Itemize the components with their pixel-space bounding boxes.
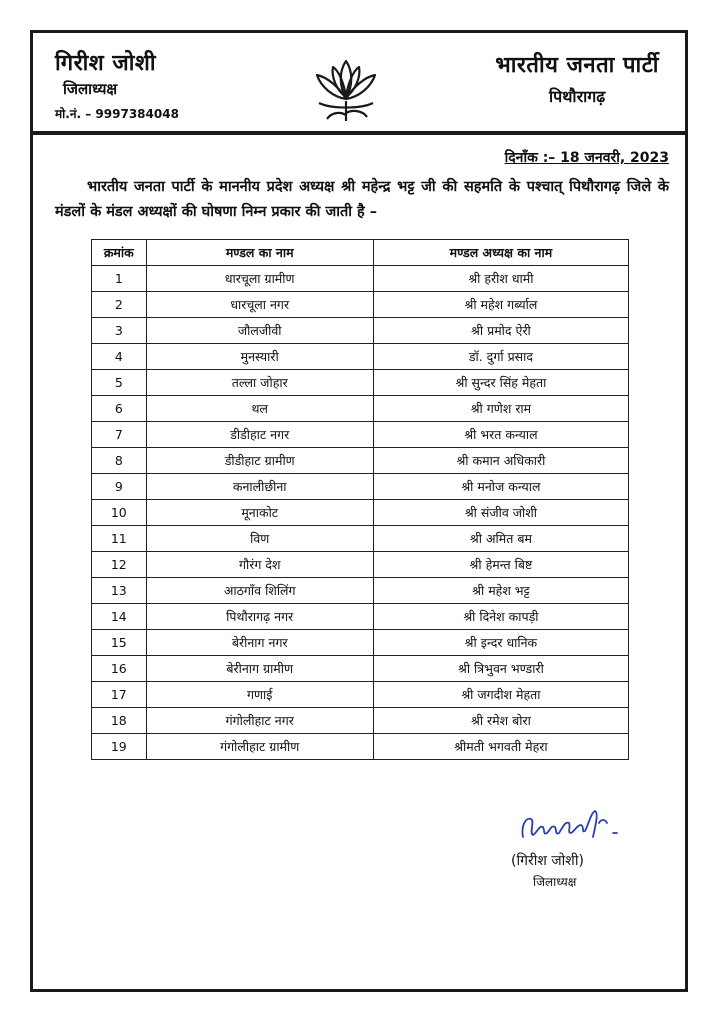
row-mandal-name: गंगोलीहाट ग्रामीण [146, 734, 373, 760]
header-mandal: मण्डल का नाम [146, 240, 373, 266]
table-row [92, 578, 629, 604]
row-mandal-name: जौलजीवी [146, 318, 373, 344]
row-president-name: श्री हेमन्त बिष्ट [373, 552, 628, 578]
row-mandal-name: आठगाँव शिलिंग [146, 578, 373, 604]
row-mandal-name: तल्ला जोहार [146, 370, 373, 396]
row-president-name: श्री संजीव जोशी [373, 500, 628, 526]
row-president-name: श्री दिनेश कापड़ी [373, 604, 628, 630]
row-president-name: श्री सुन्दर सिंह मेहता [373, 370, 628, 396]
table-row [92, 318, 629, 344]
row-mandal-name: डीडीहाट नगर [146, 422, 373, 448]
row-mandal-name: कनालीछीना [146, 474, 373, 500]
row-president-name: श्री इन्दर धानिक [373, 630, 628, 656]
row-mandal-name: गंगोलीहाट नगर [146, 708, 373, 734]
row-serial: 16 [92, 656, 147, 682]
table-row [92, 656, 629, 682]
row-serial: 11 [92, 526, 147, 552]
row-serial: 9 [92, 474, 147, 500]
letterhead-frame [30, 30, 688, 992]
row-serial: 7 [92, 422, 147, 448]
lotus-icon [311, 53, 381, 125]
row-serial: 18 [92, 708, 147, 734]
signatory-role: जिलाध्यक्ष [533, 875, 577, 889]
table-row [92, 370, 629, 396]
row-serial: 1 [92, 266, 147, 292]
party-name: भारतीय जनता पार्टी [495, 53, 659, 78]
row-serial: 5 [92, 370, 147, 396]
row-mandal-name: विण [146, 526, 373, 552]
row-mandal-name: मूनाकोट [146, 500, 373, 526]
row-serial: 17 [92, 682, 147, 708]
row-mandal-name: गौरंग देश [146, 552, 373, 578]
signature-image [515, 803, 625, 847]
row-president-name: श्री गणेश राम [373, 396, 628, 422]
table-row [92, 448, 629, 474]
row-serial: 6 [92, 396, 147, 422]
row-serial: 15 [92, 630, 147, 656]
row-serial: 19 [92, 734, 147, 760]
row-serial: 12 [92, 552, 147, 578]
row-president-name: श्रीमती भगवती मेहरा [373, 734, 628, 760]
row-president-name: श्री मनोज कन्याल [373, 474, 628, 500]
header-president: मण्डल अध्यक्ष का नाम [373, 240, 628, 266]
sender-phone: मो.नं. – 9997384048 [55, 107, 179, 121]
row-serial: 14 [92, 604, 147, 630]
row-serial: 10 [92, 500, 147, 526]
row-mandal-name: थल [146, 396, 373, 422]
signatory-name: (गिरीश जोशी) [511, 853, 584, 869]
sender-role: जिलाध्यक्ष [63, 80, 118, 98]
table-header-row [92, 240, 629, 266]
sender-block [55, 47, 179, 122]
table-row [92, 292, 629, 318]
row-president-name: श्री जगदीश मेहता [373, 682, 628, 708]
table-row [92, 604, 629, 630]
mandal-table [91, 239, 629, 760]
row-mandal-name: मुनस्यारी [146, 344, 373, 370]
row-president-name: श्री प्रमोद ऐरी [373, 318, 628, 344]
row-president-name: डॉ. दुर्गा प्रसाद [373, 344, 628, 370]
row-mandal-name: बेरीनाग नगर [146, 630, 373, 656]
table-row [92, 526, 629, 552]
header-serial: क्रमांक [92, 240, 147, 266]
row-president-name: श्री अमित बम [373, 526, 628, 552]
row-serial: 4 [92, 344, 147, 370]
table-body [92, 266, 629, 760]
row-serial: 13 [92, 578, 147, 604]
party-block [495, 49, 659, 107]
row-serial: 2 [92, 292, 147, 318]
row-president-name: श्री कमान अधिकारी [373, 448, 628, 474]
row-president-name: श्री भरत कन्याल [373, 422, 628, 448]
row-mandal-name: बेरीनाग ग्रामीण [146, 656, 373, 682]
table-row [92, 344, 629, 370]
table-row [92, 422, 629, 448]
intro-paragraph: भारतीय जनता पार्टी के माननीय प्रदेश अध्यक्ष श्री महेन्द्र भट्ट जी की सहमति के पश्चात् पिथौरागढ़ जिले के मंडलों के मंडल अध्यक्षों की घोषणा निम्न प्रकार की जाती है – [55, 179, 669, 220]
header-divider [33, 131, 685, 135]
table-row [92, 630, 629, 656]
table-row [92, 552, 629, 578]
row-mandal-name: डीडीहाट ग्रामीण [146, 448, 373, 474]
table-row [92, 734, 629, 760]
row-mandal-name: धारचूला नगर [146, 292, 373, 318]
district-name: पिथौरागढ़ [548, 87, 606, 106]
letter-date: दिनाँक :– 18 जनवरी, 2023 [504, 150, 669, 166]
table-row [92, 474, 629, 500]
table-row [92, 500, 629, 526]
row-mandal-name: पिथौरागढ़ नगर [146, 604, 373, 630]
row-president-name: श्री महेश भट्ट [373, 578, 628, 604]
sender-name: गिरीश जोशी [55, 51, 157, 76]
row-president-name: श्री महेश गर्ब्याल [373, 292, 628, 318]
table-row [92, 396, 629, 422]
row-mandal-name: गणाई [146, 682, 373, 708]
row-president-name: श्री त्रिभुवन भण्डारी [373, 656, 628, 682]
row-president-name: श्री हरीश धामी [373, 266, 628, 292]
row-president-name: श्री रमेश बोरा [373, 708, 628, 734]
row-serial: 8 [92, 448, 147, 474]
table-row [92, 708, 629, 734]
row-serial: 3 [92, 318, 147, 344]
table-row [92, 682, 629, 708]
table-row [92, 266, 629, 292]
row-mandal-name: धारचूला ग्रामीण [146, 266, 373, 292]
